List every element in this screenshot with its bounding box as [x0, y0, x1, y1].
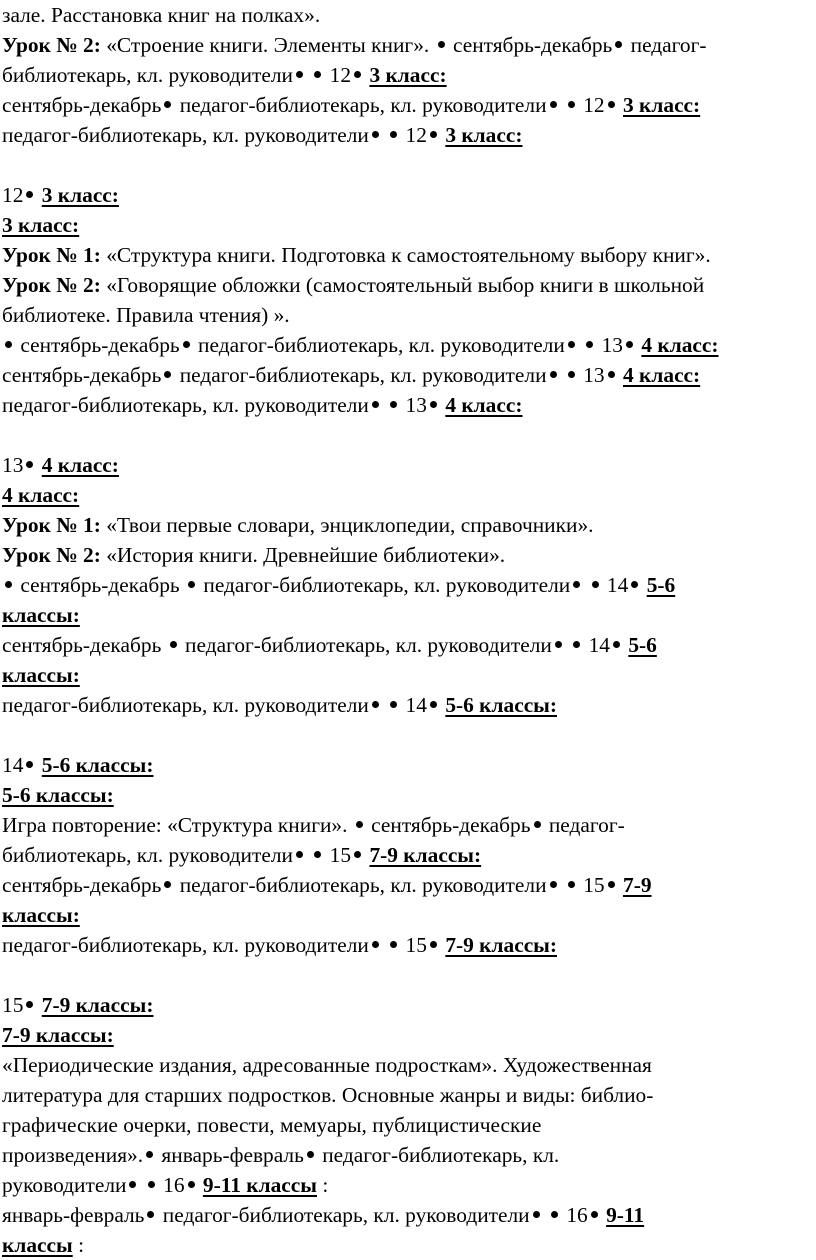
text-run: библиотекарь, кл. руководители: [2, 843, 293, 867]
class-heading: 4 класс:: [445, 393, 523, 417]
text-line: [2, 180, 119, 210]
bullet-dot-icon: [390, 401, 397, 408]
class-heading: 9-11: [606, 1203, 645, 1227]
bullet-dot-icon: [390, 941, 397, 948]
bullet-dot-icon: [314, 851, 321, 858]
bullet-dot-icon: [5, 341, 12, 348]
text-line: [2, 0, 320, 30]
lesson-label: Урок № 1:: [2, 513, 107, 537]
bullet-dot-icon: [430, 941, 437, 948]
bullet-dot-icon: [568, 341, 575, 348]
text-run: библиотекарь, кл. руководители: [2, 63, 293, 87]
text-run: 14: [2, 753, 24, 777]
bullet-dot-icon: [608, 881, 615, 888]
bullet-dot-icon: [164, 371, 171, 378]
bullet-dot-icon: [147, 1211, 154, 1218]
text-line: [2, 1080, 653, 1110]
bullet-dot-icon: [164, 881, 171, 888]
bullet-dot-icon: [356, 821, 363, 828]
text-line: [2, 870, 652, 900]
text-run: педагог-библиотекарь, кл. руководители: [174, 93, 547, 117]
class-heading: 3 класс:: [623, 93, 701, 117]
text-run: сентябрь-декабрь: [2, 633, 167, 657]
text-run: :: [72, 1233, 85, 1257]
bullet-dot-icon: [372, 131, 379, 138]
bullet-dot-icon: [568, 371, 575, 378]
text-line: [2, 780, 114, 810]
text-run: графические очерки, повести, мемуары, публицистические: [2, 1113, 542, 1137]
text-run: педагог-библиотекарь, кл. руководители: [2, 123, 369, 147]
bullet-dot-icon: [551, 1211, 558, 1218]
text-run: «Структура книги. Подготовка к самостоятельному выбору книг».: [106, 243, 711, 267]
bullet-dot-icon: [608, 371, 615, 378]
text-run: литература для старших подростков. Основные жанры и виды: библио-: [2, 1083, 654, 1107]
text-run: 12: [400, 123, 427, 147]
class-heading: 9-11 классы: [202, 1173, 317, 1197]
bullet-dot-icon: [188, 1181, 195, 1188]
text-run: «Твои первые словари, энциклопедии, справочники».: [106, 513, 594, 537]
bullet-dot-icon: [430, 701, 437, 708]
bullet-dot-icon: [390, 131, 397, 138]
bullet-dot-icon: [573, 581, 580, 588]
bullet-dot-icon: [5, 581, 12, 588]
text-run: 14: [400, 693, 427, 717]
bullet-dot-icon: [26, 191, 33, 198]
bullet-dot-icon: [631, 581, 638, 588]
text-run: 14: [601, 573, 629, 597]
bullet-dot-icon: [568, 881, 575, 888]
text-run: педагог-библиотекарь, кл. руководители: [157, 1203, 530, 1227]
bullet-dot-icon: [372, 401, 379, 408]
text-run: [560, 873, 565, 897]
text-run: [578, 333, 583, 357]
text-run: 13: [596, 333, 623, 357]
text-line: [2, 1140, 559, 1170]
bullet-dot-icon: [164, 101, 171, 108]
text-line: [2, 1230, 84, 1260]
text-run: «Говорящие обложки (самостоятельный выбор книги в школьной: [106, 273, 705, 297]
text-run: «Периодические издания, адресованные подросткам». Художественная: [2, 1053, 652, 1077]
bullet-dot-icon: [555, 641, 562, 648]
class-heading: 5-6 классы:: [445, 693, 558, 717]
text-line: [2, 300, 290, 330]
bullet-dot-icon: [568, 101, 575, 108]
lesson-label: Урок № 1:: [2, 243, 107, 267]
text-run: 13: [577, 363, 605, 387]
text-run: педагог-: [625, 33, 707, 57]
bullet-dot-icon: [390, 701, 397, 708]
class-heading: 5-6 классы:: [2, 783, 114, 807]
text-line: [2, 390, 523, 420]
text-run: 16: [560, 1203, 588, 1227]
class-heading: 5-6: [646, 573, 676, 597]
bullet-dot-icon: [183, 341, 190, 348]
bullet-dot-icon: [354, 851, 361, 858]
text-run: 15: [2, 993, 24, 1017]
class-heading: 7-9: [623, 873, 652, 897]
lesson-label: Урок № 2:: [2, 33, 107, 57]
bullet-dot-icon: [573, 641, 580, 648]
bullet-dot-icon: [372, 941, 379, 948]
bullet-dot-icon: [550, 101, 557, 108]
text-run: :: [317, 1173, 329, 1197]
bullet-dot-icon: [26, 761, 33, 768]
class-heading: 4 класс:: [41, 453, 119, 477]
text-run: Игра повторение: «Структура книги».: [2, 813, 353, 837]
bullet-dot-icon: [26, 461, 33, 468]
text-run: [583, 573, 588, 597]
text-run: [382, 693, 387, 717]
text-line: [2, 630, 657, 660]
bullet-dot-icon: [550, 881, 557, 888]
text-run: сентябрь-декабрь: [2, 363, 162, 387]
text-run: педагог-библиотекарь, кл.: [316, 1143, 560, 1167]
text-run: [306, 843, 311, 867]
text-line: [2, 90, 700, 120]
text-line: [2, 480, 79, 510]
text-line: [2, 30, 707, 60]
text-run: [139, 1173, 144, 1197]
bullet-dot-icon: [430, 401, 437, 408]
bullet-dot-icon: [626, 341, 633, 348]
text-line: [2, 450, 119, 480]
class-heading: 4 класс:: [623, 363, 701, 387]
text-run: педагог-библиотекарь, кл. руководители: [192, 333, 565, 357]
text-line: [2, 1200, 644, 1230]
text-run: [306, 63, 311, 87]
class-heading: 4 класс:: [641, 333, 719, 357]
text-run: [565, 633, 570, 657]
text-run: 13: [2, 453, 24, 477]
text-line: [2, 570, 675, 600]
class-heading: 3 класс:: [369, 63, 447, 87]
text-line: [2, 690, 557, 720]
bullet-dot-icon: [354, 71, 361, 78]
bullet-dot-icon: [591, 1211, 598, 1218]
bullet-dot-icon: [146, 1151, 153, 1158]
text-run: [560, 93, 565, 117]
class-heading: классы:: [2, 903, 80, 927]
bullet-dot-icon: [586, 341, 593, 348]
text-run: педагог-библиотекарь, кл. руководители: [179, 633, 552, 657]
text-line: [2, 600, 80, 630]
class-heading: классы:: [2, 663, 80, 687]
text-line: [2, 840, 481, 870]
class-heading: 5-6: [628, 633, 657, 657]
bullet-dot-icon: [430, 131, 437, 138]
text-line: [2, 660, 80, 690]
text-line: [2, 930, 557, 960]
text-line: [2, 900, 80, 930]
text-run: сентябрь-декабрь: [2, 93, 162, 117]
text-run: сентябрь-декабрь: [447, 33, 613, 57]
text-line: [2, 1110, 541, 1140]
text-run: 14: [583, 633, 610, 657]
text-run: [543, 1203, 548, 1227]
bullet-dot-icon: [170, 641, 177, 648]
class-heading: классы: [2, 1233, 73, 1257]
bullet-dot-icon: [26, 1001, 33, 1008]
class-heading: 3 класс:: [41, 183, 119, 207]
text-run: руководители: [2, 1173, 127, 1197]
text-run: педагог-библиотекарь, кл. руководители: [2, 933, 369, 957]
text-run: педагог-: [543, 813, 625, 837]
class-heading: 7-9 классы:: [41, 993, 154, 1017]
lesson-label: Урок № 2:: [2, 543, 107, 567]
class-heading: 5-6 классы:: [41, 753, 154, 777]
class-heading: 3 класс:: [445, 123, 523, 147]
text-line: [2, 120, 523, 150]
text-line: [2, 540, 505, 570]
text-line: [2, 1050, 652, 1080]
class-heading: 4 класс:: [2, 483, 80, 507]
text-line: [2, 360, 700, 390]
bullet-dot-icon: [438, 41, 445, 48]
bullet-dot-icon: [296, 71, 303, 78]
class-heading: классы:: [2, 603, 80, 627]
text-run: [382, 123, 387, 147]
bullet-dot-icon: [296, 851, 303, 858]
text-line: [2, 810, 625, 840]
text-line: [2, 240, 711, 270]
bullet-dot-icon: [550, 371, 557, 378]
text-run: 13: [400, 393, 427, 417]
text-run: педагог-библиотекарь, кл. руководители: [174, 363, 547, 387]
bullet-dot-icon: [188, 581, 195, 588]
text-run: 15: [577, 873, 605, 897]
class-heading: 7-9 классы:: [2, 1023, 114, 1047]
text-run: январь-февраль: [2, 1203, 145, 1227]
text-run: сентябрь-декабрь: [2, 873, 162, 897]
text-line: [2, 990, 153, 1020]
lesson-label: Урок № 2:: [2, 273, 107, 297]
text-run: сентябрь-декабрь: [365, 813, 531, 837]
text-run: педагог-библиотекарь, кл. руководители: [2, 693, 369, 717]
bullet-dot-icon: [592, 581, 599, 588]
bullet-dot-icon: [148, 1181, 155, 1188]
text-run: [382, 393, 387, 417]
bullet-dot-icon: [534, 821, 541, 828]
bullet-dot-icon: [608, 101, 615, 108]
text-run: 15: [324, 843, 352, 867]
text-line: [2, 1020, 114, 1050]
text-run: библиотеке. Правила чтения) ».: [2, 303, 290, 327]
bullet-dot-icon: [613, 641, 620, 648]
bullet-dot-icon: [307, 1151, 314, 1158]
text-run: [560, 363, 565, 387]
text-run: 15: [400, 933, 427, 957]
bullet-dot-icon: [372, 701, 379, 708]
text-run: зале. Расстановка книг на полках».: [2, 3, 321, 27]
text-run: «Строение книги. Элементы книг».: [106, 33, 435, 57]
text-line: [2, 510, 594, 540]
text-line: [2, 1170, 328, 1200]
bullet-dot-icon: [129, 1181, 136, 1188]
text-line: [2, 270, 704, 300]
text-run: 12: [2, 183, 24, 207]
text-run: педагог-библиотекарь, кл. руководители: [174, 873, 547, 897]
text-run: сентябрь-декабрь: [15, 333, 180, 357]
class-heading: 7-9 классы:: [445, 933, 558, 957]
class-heading: 3 класс:: [2, 213, 80, 237]
bullet-dot-icon: [314, 71, 321, 78]
text-line: [2, 210, 79, 240]
text-run: 16: [157, 1173, 185, 1197]
text-run: [382, 933, 387, 957]
text-run: сентябрь-декабрь: [15, 573, 186, 597]
text-run: педагог-библиотекарь, кл. руководители: [198, 573, 571, 597]
text-line: [2, 330, 719, 360]
text-run: январь-февраль: [156, 1143, 304, 1167]
text-run: 12: [577, 93, 605, 117]
class-heading: 7-9 классы:: [369, 843, 482, 867]
text-line: [2, 60, 447, 90]
text-run: произведения».: [2, 1143, 144, 1167]
text-run: 12: [324, 63, 352, 87]
text-line: [2, 750, 153, 780]
text-run: «История книги. Древнейшие библиотеки».: [106, 543, 506, 567]
bullet-dot-icon: [615, 41, 622, 48]
text-run: педагог-библиотекарь, кл. руководители: [2, 393, 369, 417]
bullet-dot-icon: [533, 1211, 540, 1218]
